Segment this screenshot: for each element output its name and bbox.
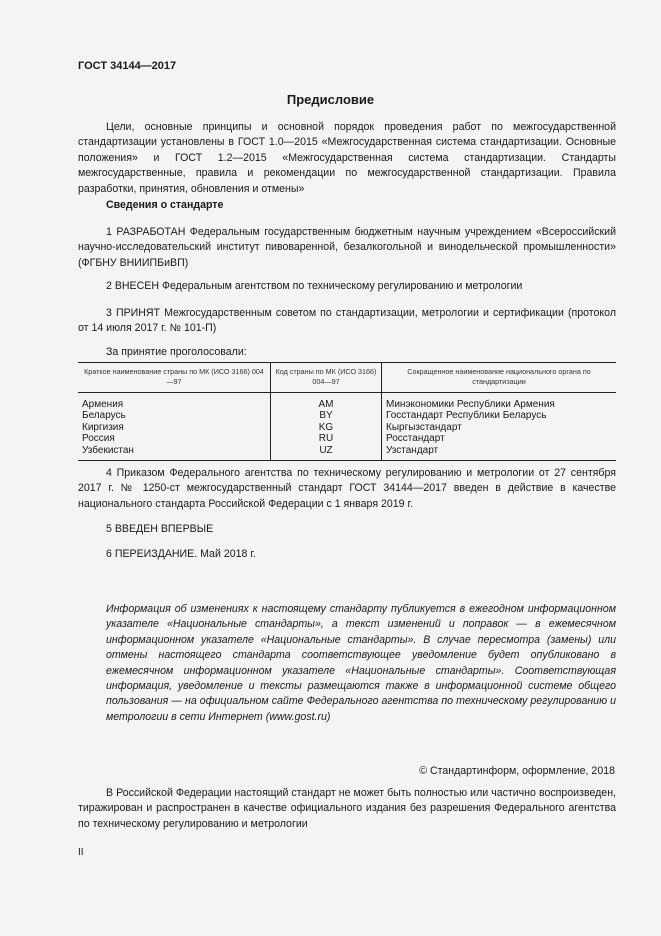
table-row	[78, 445, 616, 461]
table-cell-body: Кыргызстандарт	[382, 422, 617, 433]
item3-block	[78, 306, 616, 337]
page-number: II	[78, 847, 84, 858]
table-cell-body: Узстандарт	[382, 445, 617, 461]
table-cell-code: KG	[271, 422, 382, 433]
table-row	[78, 433, 616, 444]
item2-paragraph: 2 ВНЕСЕН Федеральным агентством по техническому регулированию и метрологии	[106, 280, 523, 292]
table-cell-code: UZ	[271, 445, 382, 461]
table-cell-code: AM	[271, 393, 382, 411]
info-heading: Сведения о стандарте	[106, 199, 224, 211]
standard-code-header: ГОСТ 34144—2017	[78, 60, 177, 72]
table-header-body: Сокращенное наименование национального органа по стандартизации	[382, 363, 617, 393]
table-header-row	[78, 363, 616, 393]
item1-block	[78, 225, 616, 271]
table-cell-body: Минэкономики Республики Армения	[382, 393, 617, 411]
voting-table	[78, 362, 616, 461]
page-title: Предисловие	[286, 92, 375, 107]
copyright-line: © Стандартинформ, оформление, 2018	[419, 765, 615, 777]
table-row	[78, 422, 616, 433]
table-cell-country: Киргизия	[82, 421, 124, 433]
table-cell-body: Росстандарт	[382, 433, 617, 444]
table-header-code: Код страны по МК (ИСО 3166) 004—97	[271, 363, 382, 393]
item6-text: 6 ПЕРЕИЗДАНИЕ. Май 2018 г.	[106, 548, 256, 560]
table-cell-country: Узбекистан	[78, 445, 271, 461]
table-row	[78, 393, 616, 411]
item4-paragraph: 4 Приказом Федерального агентства по техническому регулированию и метрологии от 27 сентября 2017 г. № 1250-ст межгосударственный стандарт ГОСТ 34144—2017 введен в действие в качестве национального стандарта Российской Федерации с 1 января 2019 г.	[78, 467, 616, 510]
table-header-country: Краткое наименование страны по МК (ИСО 3166) 004—97	[78, 363, 271, 393]
vote-label: За принятие проголосовали:	[106, 346, 247, 358]
reproduction-notice: В Российской Федерации настоящий стандарт не может быть полностью или частично воспроизведен, тиражирован и распространен в качестве официального издания без разрешения Федерального агентства по техническому регулированию и метрологии	[78, 787, 616, 830]
table-cell-country: Беларусь	[82, 410, 126, 422]
table-cell-country: Россия	[82, 433, 115, 445]
table-row	[78, 410, 616, 421]
table-cell-code: RU	[271, 433, 382, 444]
table-cell-body: Госстандарт Республики Беларусь	[382, 410, 617, 421]
item4-block	[78, 466, 616, 512]
item5-text: 5 ВВЕДЕН ВПЕРВЫЕ	[106, 523, 214, 535]
change-notice: Информация об изменениях к настоящему стандарту публикуется в ежегодном информационном указателе «Национальные стандарты», а текст изменений и поправок — в ежемесячном информационном указателе «Национальные стандарты». В случае пересмотра (замены) или отмены настоящего стандарта соответствующее уведомление будет опубликовано в ежемесячном информационном указателе «Национальные стандарты». Соответствующая информация, уведомление и тексты размещаются также в информационной системе общего пользования — на официальном сайте Федерального агентства по техническому регулированию и метрологии в сети Интернет (www.gost.ru)	[106, 603, 616, 723]
table-cell-code: BY	[271, 410, 382, 421]
reproduction-notice-block	[78, 786, 616, 832]
intro-paragraph: Цели, основные принципы и основной порядок проведения работ по межгосударственной стандартизации установлены в ГОСТ 1.0—2015 «Межгосударственная система стандартизации. Основные положения» и ГОСТ 1.2—2015 «Межгосударственная система стандартизации. Стандарты межгосударственные, правила и рекомендации по межгосударственной стандартизации. Правила разработки, принятия, обновления и отмены»	[78, 121, 616, 195]
item2-block	[78, 279, 616, 294]
intro-paragraph-block	[78, 120, 616, 197]
item1-paragraph: 1 РАЗРАБОТАН Федеральным государственным бюджетным научным учреждением «Всероссийский научно-исследовательский институт пивоваренной, безалкогольной и винодельческой промышленности» (ФГБНУ ВНИИПБиВП)	[78, 226, 616, 269]
item3-paragraph: 3 ПРИНЯТ Межгосударственным советом по стандартизации, метрологии и сертификации (протокол от 14 июля 2017 г. № 101-П)	[78, 307, 616, 335]
table-cell-country: Армения	[82, 399, 124, 410]
